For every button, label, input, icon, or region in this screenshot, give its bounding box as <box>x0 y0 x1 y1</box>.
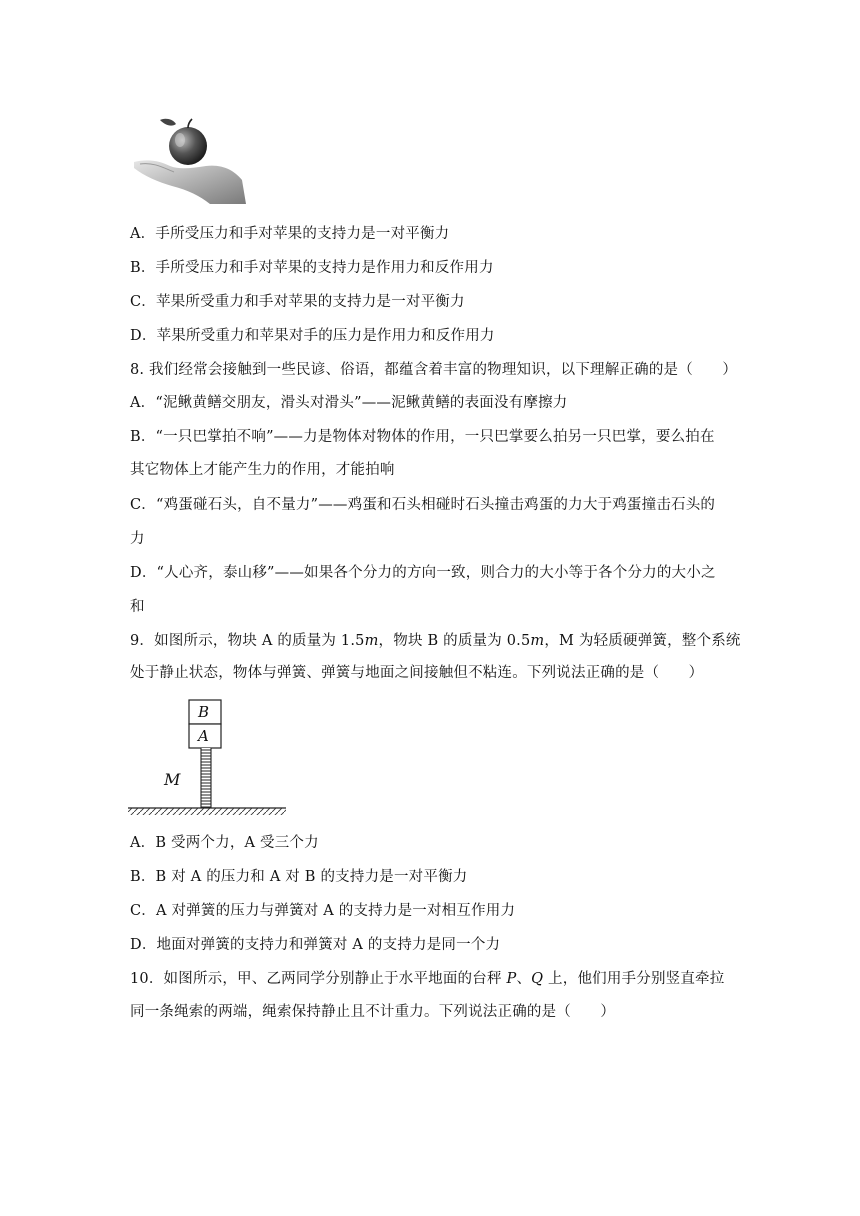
q8-option-d: D．“人心齐，泰山移”——如果各个分力的方向一致，则合力的大小等于各个分力的大小之 <box>130 565 716 581</box>
spring-coil <box>201 748 211 808</box>
q10-scale-p: P <box>506 971 517 987</box>
label-b: B <box>198 703 210 721</box>
q7-option-c: C．苹果所受重力和手对苹果的支持力是一对平衡力 <box>130 294 465 310</box>
q9-mass-symbol-1: m <box>364 633 379 649</box>
ground-hatch <box>128 808 286 815</box>
q10-stem-line1 <box>130 969 740 989</box>
q9-mass-symbol-2: m <box>530 633 545 649</box>
apple-on-hand-figure <box>130 118 250 206</box>
q10-stem-line2: 同一条绳索的两端，绳索保持静止且不计重力。下列说法正确的是（ ） <box>130 1004 616 1020</box>
q9-option-d: D．地面对弹簧的支持力和弹簧对 A 的支持力是同一个力 <box>130 937 501 953</box>
label-m: M <box>164 770 181 789</box>
q7-option-b: B．手所受压力和手对苹果的支持力是作用力和反作用力 <box>130 260 494 276</box>
label-a: A <box>198 727 209 745</box>
q10-scale-q: Q <box>531 971 544 987</box>
q9-stem-line1 <box>130 631 740 651</box>
q8-option-c: C．“鸡蛋碰石头，自不量力”——鸡蛋和石头相碰时石头撞击鸡蛋的力大于鸡蛋撞击石头的 <box>130 497 716 513</box>
q9-option-b: B．B 对 A 的压力和 A 对 B 的支持力是一对平衡力 <box>130 869 468 885</box>
q8-option-b: B．“一只巴掌拍不响”——力是物体对物体的作用，一只巴掌要么拍另一只巴掌，要么拍在 <box>130 429 715 445</box>
q8-stem: 8. 我们经常会接触到一些民谚、俗语，都蕴含着丰富的物理知识，以下理解正确的是（ ） <box>130 362 738 378</box>
q9-stem-text-a: 9．如图所示，物块 A 的质量为 1.5 <box>130 633 365 649</box>
q8-option-b-cont: 其它物体上才能产生力的作用，才能拍响 <box>130 462 395 478</box>
q9-stem-text-c: ，M 为轻质硬弹簧，整个系统 <box>544 633 741 649</box>
q7-option-a: A．手所受压力和手对苹果的支持力是一对平衡力 <box>130 226 450 242</box>
q8-option-d-cont: 和 <box>130 599 145 615</box>
q7-option-d: D．苹果所受重力和苹果对手的压力是作用力和反作用力 <box>130 328 495 344</box>
q10-stem-text-a: 10．如图所示，甲、乙两同学分别静止于水平地面的台秤 <box>130 971 507 987</box>
q10-stem-sep: 、 <box>516 971 532 987</box>
q8-option-a: A．“泥鳅黄鳝交朋友，滑头对滑头”——泥鳅黄鳝的表面没有摩擦力 <box>130 395 568 411</box>
q9-stem-line2: 处于静止状态，物体与弹簧、弹簧与地面之间接触但不粘连。下列说法正确的是（ ） <box>130 665 704 681</box>
q8-option-c-cont: 力 <box>130 531 145 547</box>
q10-stem-text-b: 上，他们用手分别竖直牵拉 <box>543 971 725 987</box>
q9-option-c: C．A 对弹簧的压力与弹簧对 A 的支持力是一对相互作用力 <box>130 903 516 919</box>
q9-stem-text-b: ，物块 B 的质量为 0.5 <box>378 633 531 649</box>
q9-option-a: A．B 受两个力，A 受三个力 <box>130 835 319 851</box>
spring-blocks-figure <box>128 698 288 818</box>
